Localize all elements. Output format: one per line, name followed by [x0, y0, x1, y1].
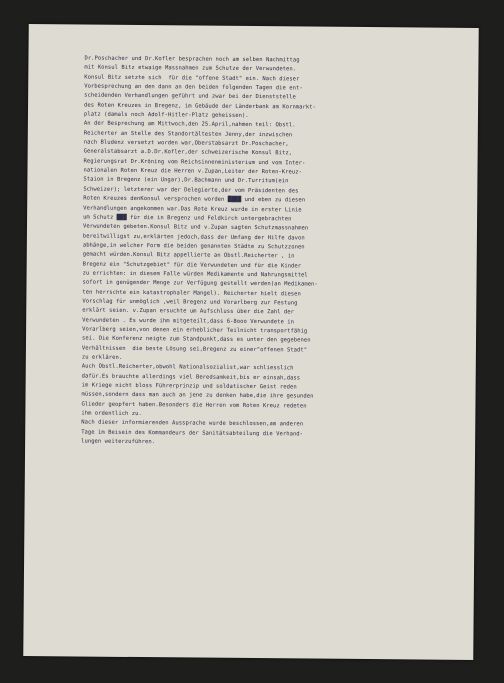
text-line: bereitwilligst zu,erklärten jedoch,dass der Umfang der Hilfe davon: [82, 233, 305, 241]
text-line: Dr.Poschacher und Dr.Kofler besprachen noch am selben Nachmittag: [84, 55, 300, 64]
text-line: ten herrschte ein katastrophaler Mangel). Reicherter hielt diesen: [82, 289, 301, 298]
typewritten-text: [81, 55, 468, 451]
document-page: [23, 24, 478, 660]
text-line: Verwundeten . Es wurde ihm mitgeteilt,dass 6-8ooo Verwundete in: [82, 317, 294, 325]
text-line: Roten Kreuzes denKonsul versprochen worden ████ und eben zu diesen: [83, 195, 306, 204]
text-line: platz (damals noch Adolf-Hitler-Platz geheissen).: [83, 111, 249, 120]
text-line: mit Konsul Bitz etwaige Massnahmen zum Schutze der Verwundeten.: [84, 64, 297, 73]
text-line: lungen weiterzuführen.: [81, 438, 156, 446]
text-line: Auch Obstl.Reicherter,obwohl Nationalsozialist,war schliesslich: [81, 363, 294, 372]
text-line: Schweizer); letzterer war der Delegierte,der vom Präsidenten des: [83, 186, 299, 195]
text-line: Verwundeten gebeten.Konsul Bitz und v.Zupan sagten Schutzmassnahmen: [82, 223, 309, 232]
text-line: An der Besprechung am Mittwoch,den 25.April,nahmen teil: Obstl.: [83, 120, 296, 129]
text-line: Generalstabsarzt a.D.Dr.Kofler,der schweizerische Konsul Bitz,: [83, 148, 293, 157]
text-line: Tage im Beisein des Kommandeurs der Sanitätsabteilung die Verhand-: [81, 429, 304, 438]
text-line: Konsul Bitz setzte sich für die "offene Stadt" ein. Nach dieser: [84, 74, 300, 83]
text-line: zu errichten: in diesem Falle würden Medikamente und Nahrungsmittel: [82, 270, 308, 279]
text-line: sei. Die Konferenz neigte zum Standpunkt,dass es unter den gegebenen: [81, 335, 311, 344]
text-line: Nach dieser informierenden Aussprache wurde beschlossen,am anderen: [81, 419, 304, 428]
text-line: müssen,sondern dass man auch an jene zu denken habe,die ihre gesunden: [81, 391, 314, 400]
text-line: Verhandlungen angekommen war.Das Rote Kreuz wurde in erster Linie: [83, 205, 302, 213]
text-line: Vorschlag für unmöglich ,weil Bregenz und Vorarlberg zur Festung: [82, 298, 298, 307]
text-line: Verhältnissen die beste Lösung sei,Bregenz zu einer"offenen Stadt": [81, 345, 308, 354]
text-line: Vorarlberg seien,von denen ein erheblicher Teilnicht transportfähig: [82, 326, 308, 335]
text-line: des Roten Kreuzes in Bregenz, im Gebäude der Länderbank am Kornmarkt-: [84, 102, 317, 111]
text-line: Bregenz ein "Schutzgebiet" für die Verwundeten und für die Kinder: [82, 261, 302, 269]
text-line: abhänge,in welcher Form die beiden genannten Städte zu Schutzzonen: [82, 242, 305, 251]
text-line: Reicherter an Stelle des Standortältesten Jenny,der inzwischen: [83, 130, 293, 139]
text-line: sofort in genügender Menge zur Verfügung gestellt werden(an Medikamen-: [82, 279, 318, 288]
text-line: Vorbesprechung an den dann an den beiden folgenden Tagen die ent-: [84, 83, 303, 92]
text-line: zu erklären.: [81, 354, 123, 361]
text-line: um Schutz ███ für die in Bregenz und Feldkirch untergebrachten: [83, 214, 292, 223]
text-line: nach Bludenz versetzt worden war,Oberstabsarzt Dr.Poschacher,: [83, 139, 289, 148]
text-line: ihm ordentlich zu.: [81, 410, 142, 418]
text-line: erklärt seien. v.Zupan ersuchte um Aufschluss über die Zahl der: [82, 307, 295, 316]
text-line: nationalen Roten Kreuz die Herren v.Zupan,Leiter der Roten-Kreuz-: [83, 167, 302, 176]
text-line: gemacht würden.Konsul Bitz appellierte an Obstl.Reicherter , in: [82, 251, 295, 260]
text-line: scheidenden Verhandlungen geführt und zwar bei der Dienststelle: [84, 92, 296, 101]
text-line: dafür.Es brauchte allerdings viel Beredsamkeit,bis er einsah,dass: [81, 373, 301, 382]
text-line: im Kriege nicht bloss Führerprinzip und soldatischer Geist reden: [81, 382, 297, 391]
text-line: Glieder geopfert haben.Besonders die Herren vom Roten Kreuz redeten: [81, 401, 307, 410]
text-line: Staion in Bregenz (ein Ungar),Dr.Bachmann und Dr.Turritum(ein: [83, 177, 289, 185]
text-line: Regierungsrat Dr.Kröning vom Reichsinnenministerium und vom Inter-: [83, 158, 306, 167]
